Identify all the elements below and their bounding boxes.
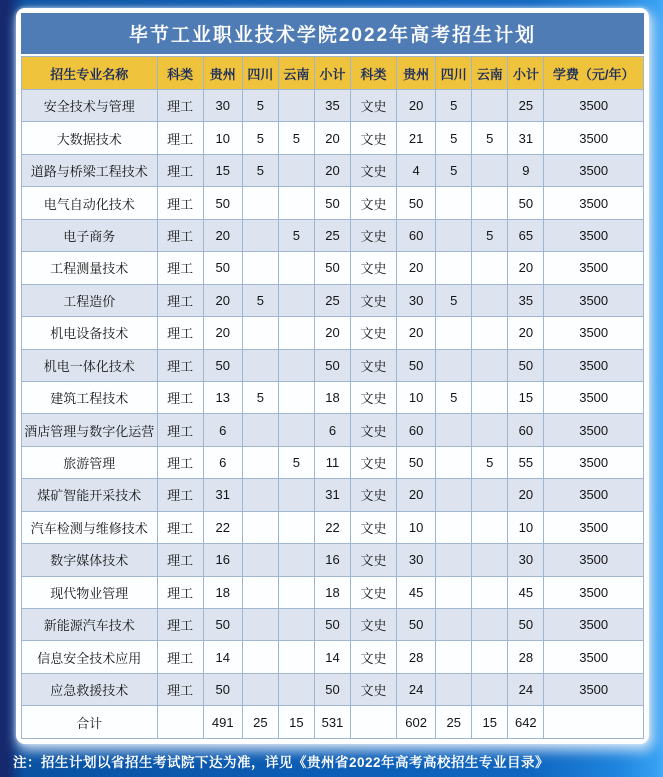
plan-count-cell: 10: [397, 381, 436, 413]
plan-count-cell: [242, 252, 278, 284]
title-band: [21, 13, 644, 54]
plan-count-cell: 16: [314, 544, 350, 576]
plan-count-cell: 35: [314, 90, 350, 122]
table-row: [22, 576, 644, 608]
plan-count-cell: 50: [314, 252, 350, 284]
plan-count-cell: [278, 511, 314, 543]
plan-count-cell: [278, 349, 314, 381]
plan-count-cell: [242, 544, 278, 576]
tuition-cell: 3500: [544, 446, 644, 478]
plan-count-cell: [436, 414, 472, 446]
plan-count-cell: [242, 673, 278, 705]
plan-count-cell: 50: [314, 609, 350, 641]
subject-category-cell: 理工: [157, 544, 203, 576]
table-row: [22, 349, 644, 381]
plan-count-cell: 14: [314, 641, 350, 673]
table-header-row: [22, 57, 644, 90]
plan-count-cell: 531: [314, 706, 350, 739]
column-header: 小计: [508, 57, 544, 90]
plan-count-cell: 5: [436, 122, 472, 154]
subject-category-cell: 文史: [350, 187, 396, 219]
major-name-cell: 应急救援技术: [22, 673, 158, 705]
plan-count-cell: 20: [314, 154, 350, 186]
plan-count-cell: 28: [508, 641, 544, 673]
plan-count-cell: 16: [203, 544, 242, 576]
subject-category-cell: 理工: [157, 673, 203, 705]
plan-count-cell: 20: [203, 317, 242, 349]
plan-count-cell: 31: [203, 479, 242, 511]
plan-count-cell: [436, 187, 472, 219]
subject-category-cell: 文史: [350, 154, 396, 186]
plan-count-cell: 20: [508, 317, 544, 349]
plan-count-cell: [436, 511, 472, 543]
tuition-cell: 3500: [544, 122, 644, 154]
plan-count-cell: [472, 544, 508, 576]
subject-category-cell: 文史: [350, 317, 396, 349]
plan-count-cell: 491: [203, 706, 242, 739]
plan-count-cell: [472, 90, 508, 122]
tuition-cell: 3500: [544, 187, 644, 219]
subject-category-cell: 文史: [350, 219, 396, 251]
table-row: [22, 122, 644, 154]
tuition-cell: 3500: [544, 609, 644, 641]
plan-count-cell: 14: [203, 641, 242, 673]
plan-count-cell: 20: [397, 317, 436, 349]
plan-count-cell: [472, 576, 508, 608]
plan-count-cell: 22: [314, 511, 350, 543]
subject-category-cell: 文史: [350, 446, 396, 478]
plan-count-cell: 25: [436, 706, 472, 739]
plan-count-cell: 20: [397, 90, 436, 122]
plan-count-cell: 25: [508, 90, 544, 122]
plan-count-cell: 5: [436, 90, 472, 122]
plan-count-cell: 50: [508, 349, 544, 381]
plan-count-cell: [242, 576, 278, 608]
plan-count-cell: [436, 609, 472, 641]
table-row: [22, 284, 644, 316]
plan-count-cell: [436, 641, 472, 673]
plan-count-cell: 20: [314, 317, 350, 349]
plan-count-cell: 11: [314, 446, 350, 478]
plan-count-cell: 31: [314, 479, 350, 511]
plan-count-cell: [242, 446, 278, 478]
major-name-cell: 汽车检测与维修技术: [22, 511, 158, 543]
table-row: [22, 381, 644, 413]
major-name-cell: 旅游管理: [22, 446, 158, 478]
table-row: [22, 90, 644, 122]
column-header: 四川: [436, 57, 472, 90]
plan-count-cell: 50: [314, 349, 350, 381]
subject-category-cell: 理工: [157, 576, 203, 608]
plan-count-cell: 20: [203, 219, 242, 251]
plan-count-cell: [278, 544, 314, 576]
plan-count-cell: 642: [508, 706, 544, 739]
plan-count-cell: [242, 187, 278, 219]
plan-count-cell: 5: [436, 284, 472, 316]
plan-count-cell: 20: [508, 252, 544, 284]
plan-count-cell: 50: [203, 349, 242, 381]
subject-category-cell: 理工: [157, 349, 203, 381]
column-header: 科类: [350, 57, 396, 90]
plan-count-cell: 50: [203, 609, 242, 641]
major-name-cell: 数字媒体技术: [22, 544, 158, 576]
plan-count-cell: [278, 609, 314, 641]
subject-category-cell: [350, 706, 396, 739]
subject-category-cell: 文史: [350, 511, 396, 543]
table-row: [22, 673, 644, 705]
table-row: [22, 252, 644, 284]
subject-category-cell: 文史: [350, 576, 396, 608]
major-name-cell: 机电设备技术: [22, 317, 158, 349]
plan-count-cell: 60: [397, 219, 436, 251]
plan-count-cell: [278, 414, 314, 446]
plan-count-cell: [278, 381, 314, 413]
plan-count-cell: 65: [508, 219, 544, 251]
plan-count-cell: 60: [508, 414, 544, 446]
plan-count-cell: [472, 609, 508, 641]
plan-count-cell: 5: [242, 122, 278, 154]
column-header: 云南: [278, 57, 314, 90]
major-name-cell: 工程造价: [22, 284, 158, 316]
plan-count-cell: [278, 284, 314, 316]
plan-count-cell: 4: [397, 154, 436, 186]
plan-count-cell: 6: [314, 414, 350, 446]
subject-category-cell: 理工: [157, 511, 203, 543]
plan-count-cell: [472, 381, 508, 413]
subject-category-cell: 文史: [350, 252, 396, 284]
table-row: [22, 641, 644, 673]
tuition-cell: 3500: [544, 284, 644, 316]
plan-count-cell: 20: [508, 479, 544, 511]
subject-category-cell: 文史: [350, 673, 396, 705]
plan-count-cell: [242, 511, 278, 543]
plan-count-cell: [278, 641, 314, 673]
plan-count-cell: 45: [397, 576, 436, 608]
plan-count-cell: [436, 446, 472, 478]
major-name-cell: 煤矿智能开采技术: [22, 479, 158, 511]
plan-count-cell: [278, 673, 314, 705]
admission-plan-table: [21, 56, 644, 739]
plan-count-cell: 5: [472, 446, 508, 478]
plan-count-cell: 5: [436, 381, 472, 413]
subject-category-cell: 文史: [350, 284, 396, 316]
plan-count-cell: [472, 479, 508, 511]
subject-category-cell: 理工: [157, 90, 203, 122]
column-header: 招生专业名称: [22, 57, 158, 90]
plan-count-cell: [472, 414, 508, 446]
plan-count-cell: 30: [508, 544, 544, 576]
plan-count-cell: [472, 511, 508, 543]
footnote: 注：招生计划以省招生考试院下达为准，详见《贵州省2022年高考高校招生专业目录》: [13, 755, 550, 770]
plan-count-cell: 50: [508, 187, 544, 219]
plan-count-cell: [242, 219, 278, 251]
plan-count-cell: 5: [278, 446, 314, 478]
plan-count-cell: [436, 349, 472, 381]
plan-count-cell: 5: [472, 122, 508, 154]
plan-count-cell: 30: [203, 90, 242, 122]
plan-count-cell: [472, 641, 508, 673]
tuition-cell: [544, 706, 644, 739]
major-name-cell: 工程测量技术: [22, 252, 158, 284]
plan-count-cell: 30: [397, 284, 436, 316]
table-row: [22, 187, 644, 219]
plan-count-cell: 50: [314, 673, 350, 705]
plan-count-cell: 45: [508, 576, 544, 608]
tuition-cell: 3500: [544, 381, 644, 413]
plan-count-cell: [242, 414, 278, 446]
plan-count-cell: 21: [397, 122, 436, 154]
admission-plan-card: [16, 8, 649, 744]
plan-count-cell: [472, 154, 508, 186]
plan-count-cell: 15: [278, 706, 314, 739]
plan-count-cell: 5: [242, 381, 278, 413]
plan-count-cell: 22: [203, 511, 242, 543]
plan-count-cell: 5: [278, 219, 314, 251]
subject-category-cell: 理工: [157, 284, 203, 316]
plan-count-cell: 50: [203, 673, 242, 705]
plan-count-cell: [436, 219, 472, 251]
plan-count-cell: [472, 349, 508, 381]
plan-count-cell: 15: [203, 154, 242, 186]
plan-count-cell: [278, 187, 314, 219]
tuition-cell: 3500: [544, 252, 644, 284]
tuition-cell: 3500: [544, 511, 644, 543]
plan-count-cell: 5: [436, 154, 472, 186]
column-header: 小计: [314, 57, 350, 90]
plan-count-cell: [436, 252, 472, 284]
plan-count-cell: 25: [242, 706, 278, 739]
plan-count-cell: 18: [203, 576, 242, 608]
major-name-cell: 信息安全技术应用: [22, 641, 158, 673]
table-row: [22, 317, 644, 349]
tuition-cell: 3500: [544, 317, 644, 349]
table-row: [22, 511, 644, 543]
plan-count-cell: [436, 576, 472, 608]
plan-count-cell: [242, 349, 278, 381]
subject-category-cell: 文史: [350, 414, 396, 446]
plan-count-cell: [436, 673, 472, 705]
plan-count-cell: [472, 284, 508, 316]
plan-count-cell: 6: [203, 446, 242, 478]
tuition-cell: 3500: [544, 90, 644, 122]
plan-count-cell: 5: [472, 219, 508, 251]
table-row: [22, 609, 644, 641]
plan-count-cell: [472, 187, 508, 219]
plan-count-cell: 25: [314, 284, 350, 316]
column-header: 贵州: [397, 57, 436, 90]
major-name-cell: 建筑工程技术: [22, 381, 158, 413]
table-row: [22, 154, 644, 186]
subject-category-cell: 理工: [157, 641, 203, 673]
subject-category-cell: 文史: [350, 349, 396, 381]
major-name-cell: 合计: [22, 706, 158, 739]
plan-count-cell: 55: [508, 446, 544, 478]
subject-category-cell: 文史: [350, 381, 396, 413]
subject-category-cell: 理工: [157, 446, 203, 478]
plan-count-cell: 50: [314, 187, 350, 219]
plan-count-cell: [242, 317, 278, 349]
plan-count-cell: 602: [397, 706, 436, 739]
subject-category-cell: 文史: [350, 122, 396, 154]
major-name-cell: 电气自动化技术: [22, 187, 158, 219]
major-name-cell: 酒店管理与数字化运营: [22, 414, 158, 446]
plan-count-cell: 50: [397, 446, 436, 478]
plan-count-cell: [278, 154, 314, 186]
plan-count-cell: [278, 576, 314, 608]
column-header: 科类: [157, 57, 203, 90]
subject-category-cell: 理工: [157, 479, 203, 511]
major-name-cell: 电子商务: [22, 219, 158, 251]
tuition-cell: 3500: [544, 414, 644, 446]
tuition-cell: 3500: [544, 349, 644, 381]
plan-count-cell: [278, 317, 314, 349]
plan-count-cell: [436, 317, 472, 349]
subject-category-cell: 文史: [350, 544, 396, 576]
header-row: [22, 57, 644, 90]
subject-category-cell: 理工: [157, 381, 203, 413]
plan-count-cell: 50: [397, 349, 436, 381]
plan-count-cell: 50: [397, 187, 436, 219]
plan-count-cell: 20: [397, 479, 436, 511]
table-row: [22, 219, 644, 251]
major-name-cell: 大数据技术: [22, 122, 158, 154]
total-row: [22, 706, 644, 739]
tuition-cell: 3500: [544, 154, 644, 186]
major-name-cell: 新能源汽车技术: [22, 609, 158, 641]
subject-category-cell: 文史: [350, 641, 396, 673]
column-header: 贵州: [203, 57, 242, 90]
plan-count-cell: 9: [508, 154, 544, 186]
plan-count-cell: [242, 641, 278, 673]
column-header: 云南: [472, 57, 508, 90]
plan-count-cell: [436, 544, 472, 576]
plan-count-cell: 5: [242, 284, 278, 316]
plan-count-cell: 30: [397, 544, 436, 576]
plan-count-cell: [472, 673, 508, 705]
plan-count-cell: 35: [508, 284, 544, 316]
plan-count-cell: 20: [314, 122, 350, 154]
table-row: [22, 544, 644, 576]
plan-count-cell: 10: [508, 511, 544, 543]
plan-count-cell: 60: [397, 414, 436, 446]
plan-count-cell: 20: [203, 284, 242, 316]
tuition-cell: 3500: [544, 576, 644, 608]
plan-count-cell: 18: [314, 576, 350, 608]
plan-count-cell: 50: [203, 252, 242, 284]
plan-count-cell: [278, 252, 314, 284]
subject-category-cell: 理工: [157, 252, 203, 284]
tuition-cell: 3500: [544, 479, 644, 511]
subject-category-cell: 理工: [157, 219, 203, 251]
subject-category-cell: 文史: [350, 479, 396, 511]
plan-count-cell: 24: [397, 673, 436, 705]
subject-category-cell: 文史: [350, 90, 396, 122]
column-header: 四川: [242, 57, 278, 90]
plan-count-cell: [278, 479, 314, 511]
plan-count-cell: 10: [397, 511, 436, 543]
subject-category-cell: 理工: [157, 609, 203, 641]
subject-category-cell: [157, 706, 203, 739]
table-row: [22, 479, 644, 511]
plan-count-cell: [242, 609, 278, 641]
plan-count-cell: 50: [397, 609, 436, 641]
tuition-cell: 3500: [544, 544, 644, 576]
plan-count-cell: 15: [472, 706, 508, 739]
plan-count-cell: 5: [242, 90, 278, 122]
plan-count-cell: 15: [508, 381, 544, 413]
subject-category-cell: 理工: [157, 414, 203, 446]
plan-count-cell: [472, 317, 508, 349]
plan-count-cell: 25: [314, 219, 350, 251]
subject-category-cell: 理工: [157, 317, 203, 349]
major-name-cell: 现代物业管理: [22, 576, 158, 608]
plan-count-cell: 18: [314, 381, 350, 413]
page-title: 毕节工业职业技术学院2022年高考招生计划: [128, 25, 537, 46]
tuition-cell: 3500: [544, 641, 644, 673]
plan-count-cell: [472, 252, 508, 284]
subject-category-cell: 理工: [157, 187, 203, 219]
plan-count-cell: [436, 479, 472, 511]
major-name-cell: 安全技术与管理: [22, 90, 158, 122]
subject-category-cell: 文史: [350, 609, 396, 641]
plan-count-cell: 28: [397, 641, 436, 673]
major-name-cell: 机电一体化技术: [22, 349, 158, 381]
table-row: [22, 446, 644, 478]
plan-count-cell: 5: [278, 122, 314, 154]
plan-count-cell: 6: [203, 414, 242, 446]
plan-count-cell: 50: [508, 609, 544, 641]
subject-category-cell: 理工: [157, 154, 203, 186]
plan-count-cell: 24: [508, 673, 544, 705]
table-row: [22, 414, 644, 446]
plan-count-cell: 13: [203, 381, 242, 413]
plan-count-cell: 5: [242, 154, 278, 186]
table-body: [22, 90, 644, 739]
plan-count-cell: 10: [203, 122, 242, 154]
major-name-cell: 道路与桥梁工程技术: [22, 154, 158, 186]
plan-count-cell: 50: [203, 187, 242, 219]
column-header: 学费（元/年）: [544, 57, 644, 90]
plan-count-cell: [278, 90, 314, 122]
tuition-cell: 3500: [544, 219, 644, 251]
plan-count-cell: [242, 479, 278, 511]
subject-category-cell: 理工: [157, 122, 203, 154]
plan-count-cell: 31: [508, 122, 544, 154]
tuition-cell: 3500: [544, 673, 644, 705]
plan-count-cell: 20: [397, 252, 436, 284]
